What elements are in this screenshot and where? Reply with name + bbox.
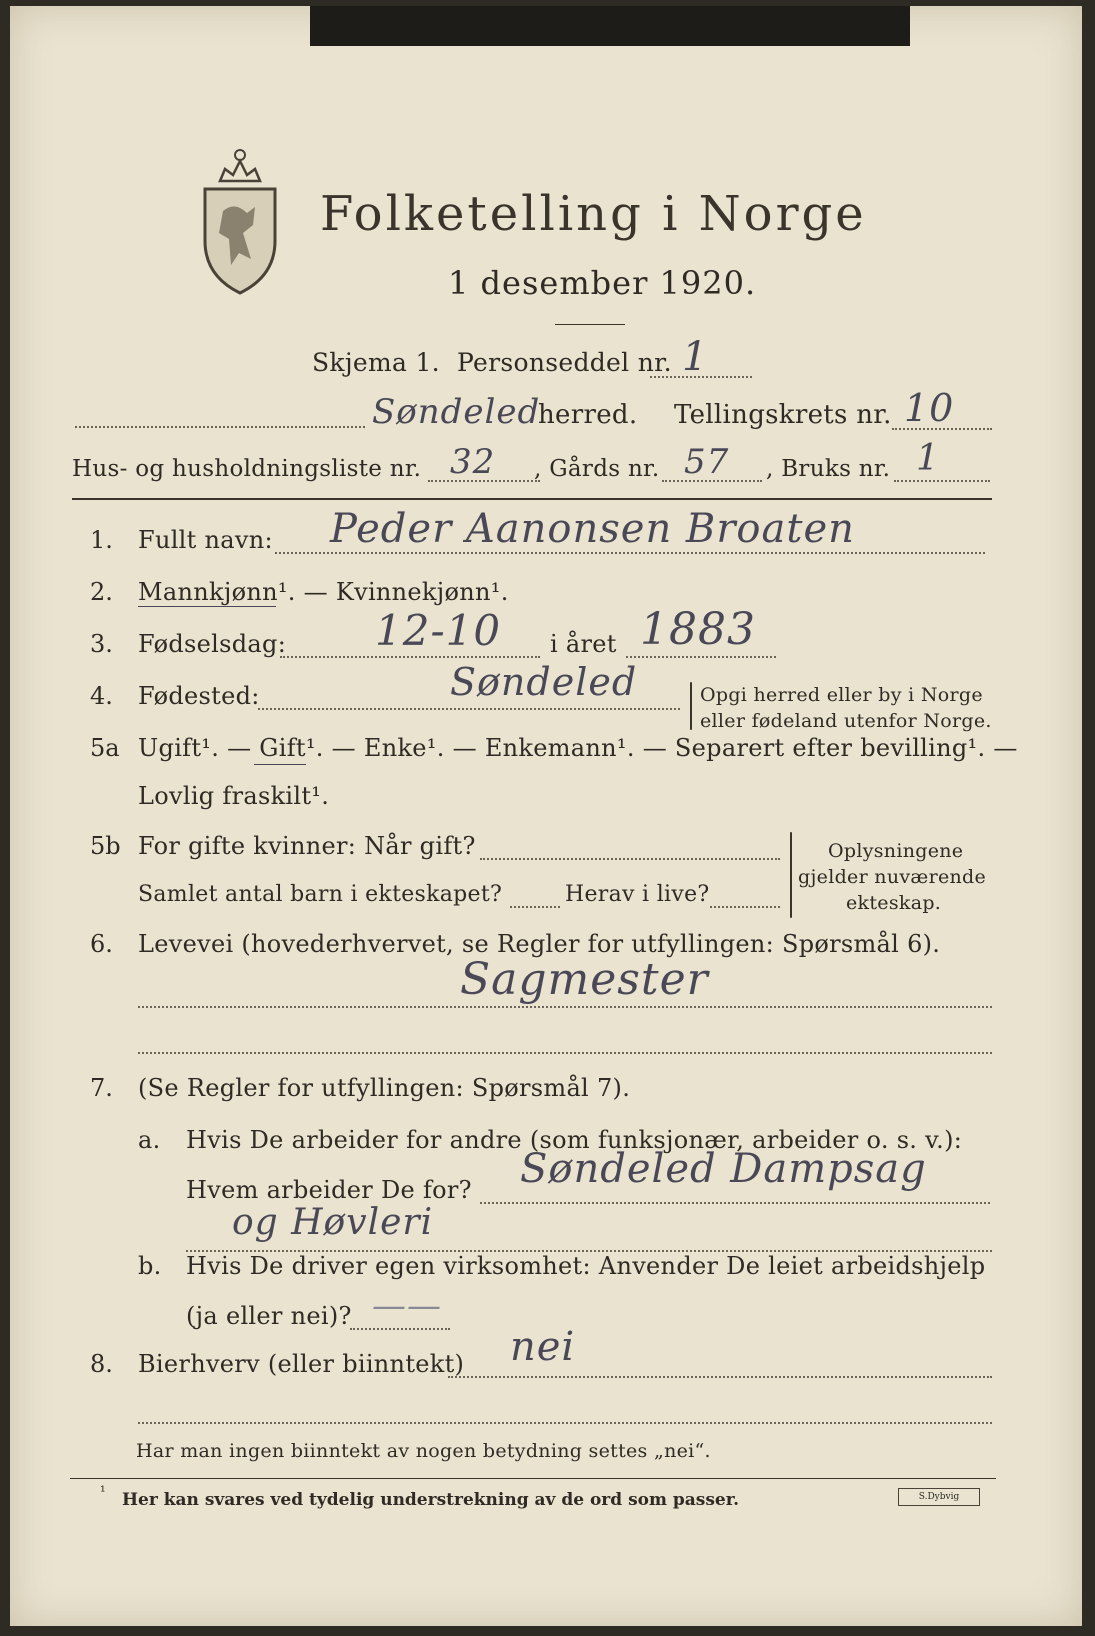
employer-value-line2: og Høvleri — [232, 1202, 434, 1243]
footnote-text: Her kan svares ved tydelig understrekning av de ord som passer. — [122, 1490, 740, 1510]
q5b-label-line2: Samlet antal barn i ekteskapet? — [138, 882, 503, 907]
footnote-mark: ¹ — [100, 1484, 106, 1500]
q2-number: 2. — [90, 578, 113, 606]
q7-label: (Se Regler for utfyllingen: Spørsmål 7). — [138, 1074, 631, 1102]
birthplace-value: Søndeled — [450, 660, 638, 704]
q8-number: 8. — [90, 1350, 113, 1378]
q1-number: 1. — [90, 526, 113, 554]
q7a-letter: a. — [138, 1126, 161, 1154]
gards-label: , Gårds nr. — [534, 456, 660, 482]
q4-label: Fødested: — [138, 682, 260, 710]
husliste-value: 32 — [450, 442, 496, 482]
scan-top-edge — [310, 6, 910, 46]
year-label: i året — [550, 630, 617, 658]
q7b-label: Hvis De driver egen virksomhet: Anvender De leiet arbeidshjelp — [186, 1252, 986, 1280]
mannkjonn-underline — [138, 606, 276, 607]
birth-year-value: 1883 — [640, 604, 756, 655]
q5b-note-line3: ekteskap. — [846, 892, 942, 914]
herred-value: Søndeled — [372, 392, 541, 432]
q7b-label-line2: (ja eller nei)? — [186, 1302, 352, 1330]
form-title: Folketelling i Norge — [320, 186, 867, 242]
q2-label: Mannkjønn¹. — Kvinnekjønn¹. — [138, 578, 509, 606]
q5b-note-line2: gjelder nuværende — [798, 866, 987, 888]
q5a-number: 5a — [90, 734, 120, 762]
tellingskrets-label: Tellingskrets nr. — [674, 400, 892, 430]
q5b-label-line3: Herav i live? — [565, 882, 710, 907]
title-divider — [555, 324, 625, 325]
q1-label: Fullt navn: — [138, 526, 273, 554]
q5b-number: 5b — [90, 832, 121, 860]
q4-number: 4. — [90, 682, 113, 710]
q4-note-line1: Opgi herred eller by i Norge — [700, 684, 983, 706]
coat-of-arms-icon — [195, 141, 285, 301]
personseddel-label: Personseddel nr. — [457, 348, 672, 377]
gift-underline — [254, 764, 306, 765]
tellingskrets-value: 10 — [904, 386, 955, 430]
q4-note-line2: eller fødeland utenfor Norge. — [700, 710, 992, 732]
q5a-label-line2: Lovlig fraskilt¹. — [138, 782, 330, 810]
schema-label: Skjema 1. — [312, 348, 440, 377]
birthdate-value: 12-10 — [375, 606, 502, 655]
herred-label: herred. — [538, 400, 638, 430]
census-form — [10, 6, 1082, 1626]
header-rule — [72, 498, 992, 500]
q5a-label: Ugift¹. — Gift¹. — Enke¹. — Enkemann¹. — Separert efter bevilling¹. — — [138, 734, 1018, 762]
census-date: 1 desember 1920. — [448, 264, 757, 302]
bruks-label: , Bruks nr. — [766, 456, 891, 482]
q5b-label: For gifte kvinner: Når gift? — [138, 832, 476, 860]
q8-label: Bierhverv (eller biinntekt) — [138, 1350, 465, 1378]
q3-label: Fødselsdag: — [138, 630, 287, 658]
q7a-label: Hvis De arbeider for andre (som funksjonær, arbeider o. s. v.): — [186, 1126, 963, 1154]
occupation-value: Sagmester — [460, 954, 709, 1005]
personseddel-value: 1 — [682, 334, 709, 380]
q3-number: 3. — [90, 630, 113, 658]
gards-value: 57 — [684, 442, 730, 482]
side-income-note: Har man ingen biinntekt av nogen betydning settes „nei“. — [136, 1440, 711, 1462]
husliste-label: Hus- og husholdningsliste nr. — [72, 456, 422, 482]
q5b-note-line1: Oplysningene — [828, 840, 964, 862]
q6-number: 6. — [90, 930, 113, 958]
q7a-label-line2: Hvem arbeider De for? — [186, 1176, 472, 1204]
printer-stamp: S.Dybvig — [898, 1488, 980, 1506]
own-business-value: —— — [372, 1286, 442, 1326]
side-income-value: nei — [510, 1324, 576, 1370]
bruks-value: 1 — [916, 438, 940, 479]
footnote-rule — [70, 1478, 996, 1479]
full-name-value: Peder Aanonsen Broaten — [330, 506, 855, 552]
employer-value: Søndeled Dampsag — [520, 1146, 927, 1192]
q6-label: Levevei (hovederhvervet, se Regler for utfyllingen: Spørsmål 6). — [138, 930, 941, 958]
q7b-letter: b. — [138, 1252, 162, 1280]
q7-number: 7. — [90, 1074, 113, 1102]
